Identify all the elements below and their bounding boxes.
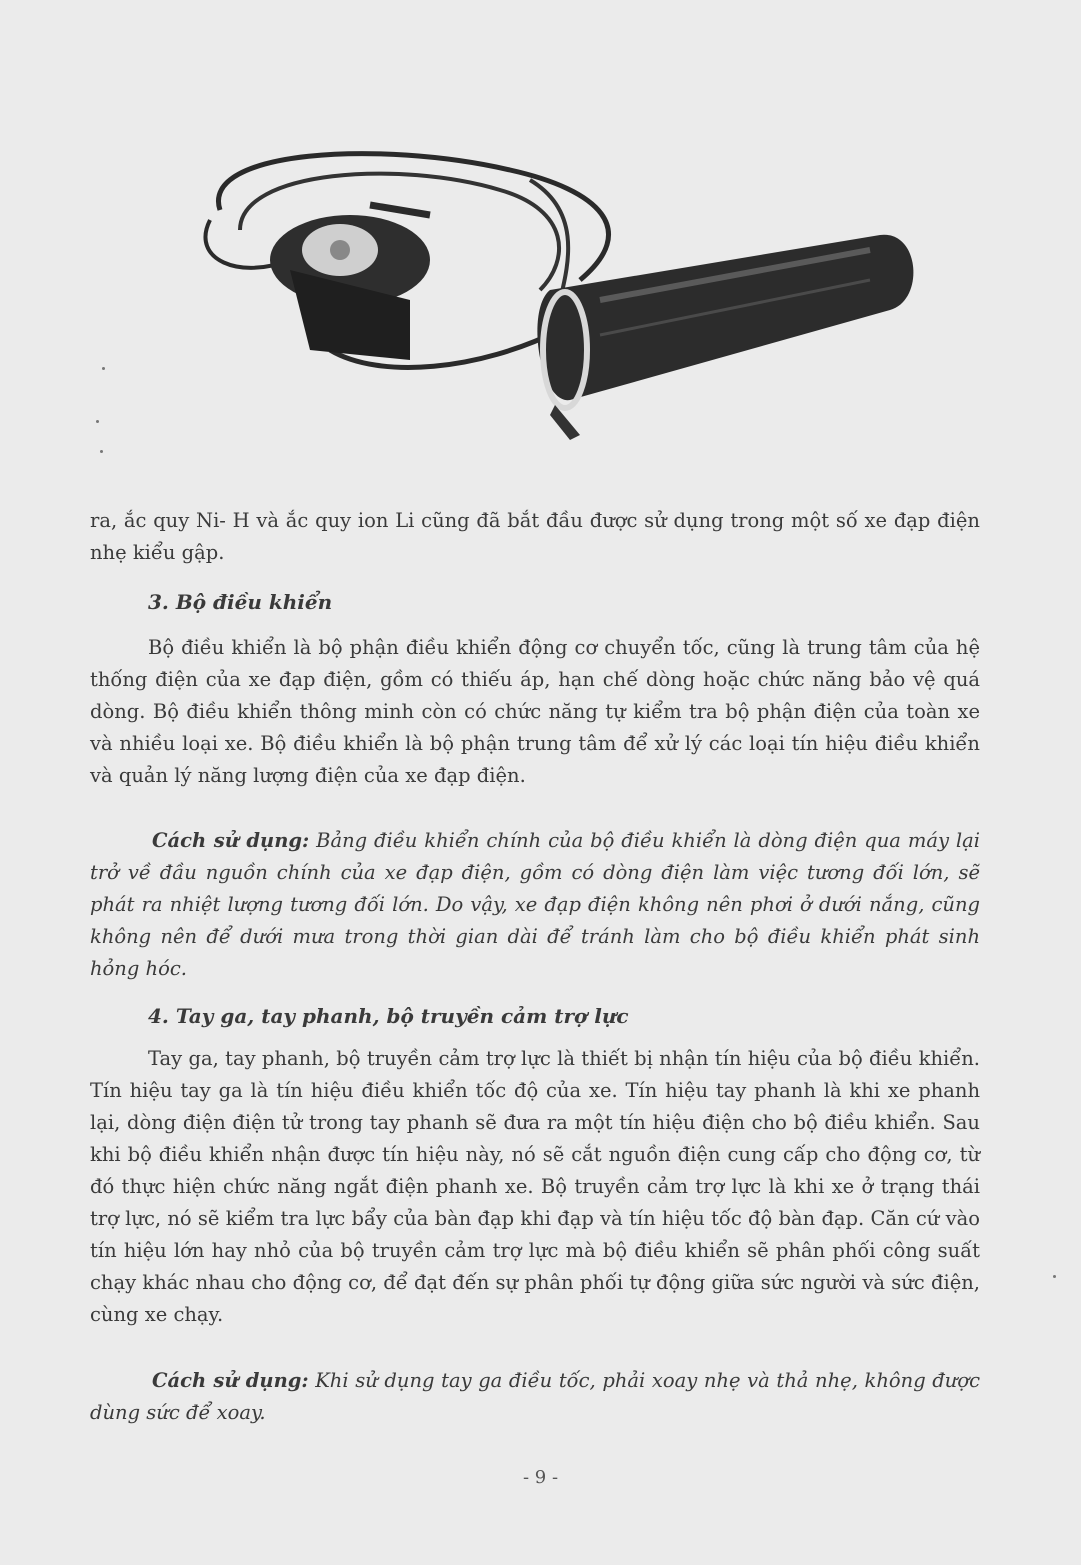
usage-text: Khi sử dụng tay ga điều tốc, phải xoay nhẹ và thả nhẹ, không được dùng sức để xoay. [90, 1369, 980, 1424]
usage-label: Cách sử dụng: [152, 829, 310, 852]
section-3-heading: 3. Bộ điều khiển [148, 590, 333, 614]
section-4-usage [90, 1365, 980, 1429]
section-3-usage [90, 825, 980, 985]
usage-label: Cách sử dụng: [152, 1369, 309, 1392]
section-4-heading: 4. Tay ga, tay phanh, bộ truyền cảm trợ lực [148, 1004, 629, 1028]
paragraph-intro: ra, ắc quy Ni- H và ắc quy ion Li cũng đã bắt đầu được sử dụng trong một số xe đạp điện nhẹ kiểu gập. [90, 509, 980, 564]
throttle-grip-photo [180, 150, 920, 450]
section-4-body: Tay ga, tay phanh, bộ truyền cảm trợ lực là thiết bị nhận tín hiệu của bộ điều khiển. Tín hiệu tay ga là tín hiệu điều khiển tốc độ của xe. Tín hiệu tay phanh là khi xe phanh lại, dòng điện điện tử trong tay phanh sẽ đưa ra một tín hiệu điện cho bộ điều khiển. Sau khi bộ điều khiển nhận được tín hiệu này, nó sẽ cắt nguồn điện cung cấp cho động cơ, từ đó thực hiện chức năng ngắt điện phanh xe. Bộ truyền cảm trợ lực là khi xe ở trạng thái trợ lực, nó sẽ kiểm tra lực bẩy của bàn đạp khi đạp và tín hiệu tốc độ bàn đạp. Căn cứ vào tín hiệu lớn hay nhỏ của bộ truyền cảm trợ lực mà bộ điều khiển sẽ phân phối công suất chạy khác nhau cho động cơ, để đạt đến sự phân phối tự động giữa sức người và sức điện, cùng xe chạy. [90, 1047, 980, 1326]
section-3-body: Bộ điều khiển là bộ phận điều khiển động cơ chuyển tốc, cũng là trung tâm của hệ thống điện của xe đạp điện, gồm có thiếu áp, hạn chế dòng hoặc chức năng bảo vệ quá dòng. Bộ điều khiển thông minh còn có chức năng tự kiểm tra bộ phận điện của toàn xe và nhiều loại xe. Bộ điều khiển là bộ phận trung tâm để xử lý các loại tín hiệu điều khiển và quản lý năng lượng điện của xe đạp điện. [90, 636, 980, 787]
usage-text: Bảng điều khiển chính của bộ điều khiển là dòng điện qua máy lại trở về đầu nguồn chính của xe đạp điện, gồm có dòng điện làm việc tương đối lớn, sẽ phát ra nhiệt lượng tương đối lớn. Do vậy, xe đạp điện không nên phơi ở dưới nắng, cũng không nên để dưới mưa trong thời gian dài để tránh làm cho bộ điều khiển phát sinh hỏng hóc. [90, 829, 981, 980]
page-number: - 9 - [522, 1467, 559, 1488]
